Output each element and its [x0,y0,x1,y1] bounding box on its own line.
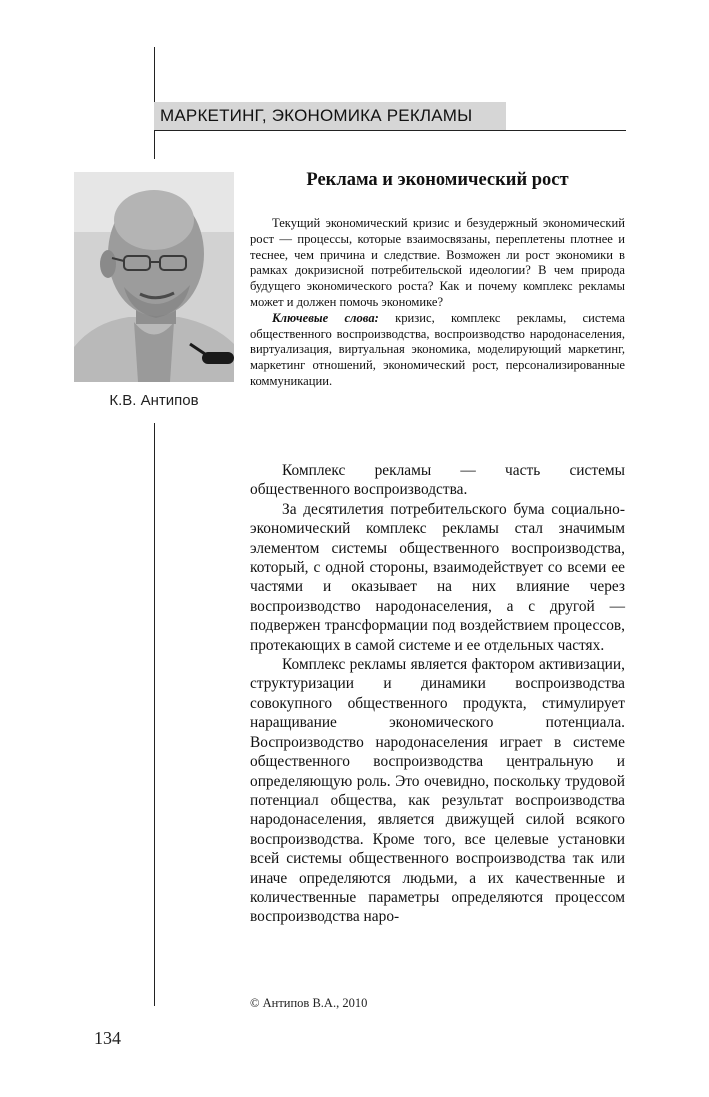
article-title: Реклама и экономический рост [306,170,569,190]
abstract [250,216,625,390]
page-number: 134 [94,1028,121,1048]
body-paragraph: Комплекс рекламы является фактором активизации, структуризации и динамики воспроизводства совокупного общественного продукта, стимулирует наращивание экономического потенциала. Воспроизводство народонаселения играет в системе общественного воспроизводства центральную и определяющую роль. Это очевидно, поскольку трудовой потенциал общества, как результат воспроизводства народонаселения, является движущей силой всякого воспроизводства. Кроме того, все целевые установки всей системы общественного воспроизводства так или иначе определяются людьми, а их качественные и количественные параметры определяются процессом воспроизводства наро- [250,656,625,926]
author-photo [74,172,234,382]
margin-rule-bottom [154,423,155,1006]
section-header [154,102,506,130]
keywords-list: кризис, комплекс рекламы, система общественного воспроизводства, воспроизводство народонаселения, виртуализация, виртуальная экономика, моделирующий маркетинг, маркетинг отношений, экономический рост, персонализированные коммуникации. [250,310,625,388]
section-header-text: МАРКЕТИНГ, ЭКОНОМИКА РЕКЛАМЫ [160,106,473,125]
keywords [250,311,625,390]
header-rule [154,130,626,131]
keywords-label: Ключевые слова: [272,310,379,325]
article-body [250,461,625,927]
body-paragraph: За десятилетия потребительского бума социально-экономический комплекс рекламы стал значимым элементом системы общественного воспроизводства, который, с одной стороны, взаимодействует со всеми ее частями и оказывает на них влияние через воспроизводство народонаселения, а с другой — подвержен трансформации под воздействием процессов, протекающих в самой системе и ее отдельных частях. [250,500,625,654]
copyright-footnote: © Антипов В.А., 2010 [250,996,368,1010]
abstract-text: Текущий экономический кризис и безудержный экономический рост — процессы, которые взаимосвязаны, переплетены плотнее и теснее, чем причина и следствие. Возможен ли рост экономики в рамках докризисной потребительской идеологии? В чем природа будущего экономического роста? Как и почему комплекс рекламы может и должен помочь экономике? [250,216,625,309]
body-paragraph: Комплекс рекламы — часть системы общественного воспроизводства. [250,462,625,499]
author-name: К.В. Антипов [109,392,199,409]
author-portrait-image [74,172,234,382]
